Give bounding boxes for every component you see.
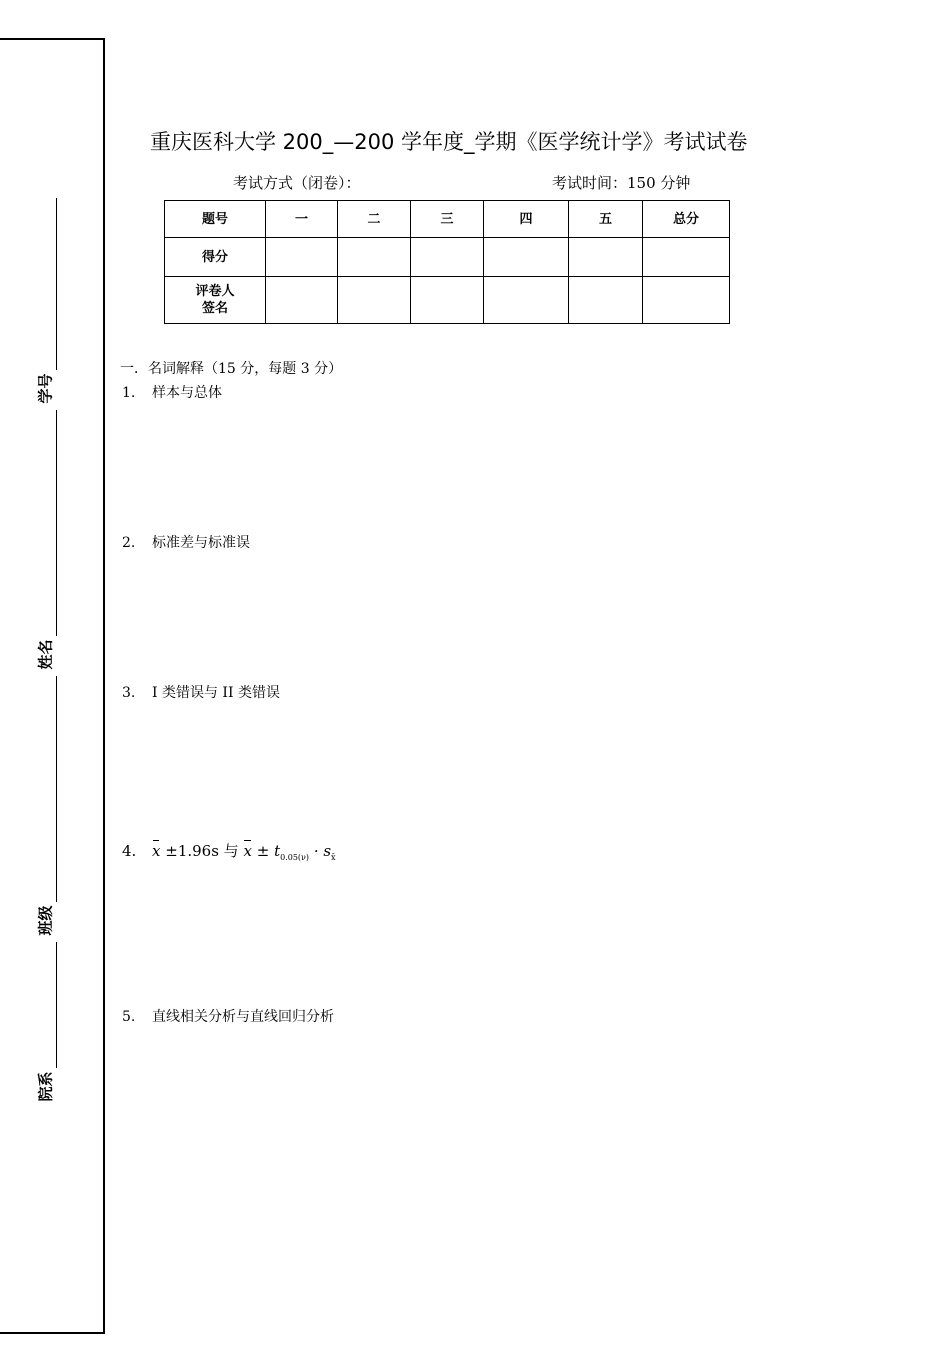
score-cell[interactable] — [484, 238, 569, 277]
question-number: 5. — [122, 1009, 136, 1025]
department-label: 院系 — [36, 1071, 55, 1102]
col-part-1: 一 — [266, 201, 338, 238]
binding-margin — [0, 38, 105, 1334]
signature-row — [165, 277, 730, 324]
question-number: 1. — [122, 385, 136, 401]
signature-row-label — [165, 277, 266, 324]
question-1 — [122, 382, 222, 402]
t-subscript: 0.05(ν) — [280, 853, 310, 862]
signature-cell[interactable] — [569, 277, 643, 324]
col-part-5: 五 — [569, 201, 643, 238]
department-line — [56, 942, 57, 1068]
s-symbol: · s — [313, 842, 332, 860]
col-part-3: 三 — [411, 201, 484, 238]
score-cell[interactable] — [643, 238, 730, 277]
score-cell[interactable] — [266, 238, 338, 277]
score-cell[interactable] — [411, 238, 484, 277]
signature-cell[interactable] — [338, 277, 411, 324]
student-id-label: 学号 — [36, 373, 55, 404]
exam-mode: 考试方式（闭卷）： — [233, 174, 361, 192]
x-bar-symbol: x — [152, 842, 161, 860]
signature-cell[interactable] — [643, 277, 730, 324]
score-table — [164, 200, 730, 324]
question-4 — [122, 840, 336, 862]
col-total: 总分 — [643, 201, 730, 238]
question-number: 2. — [122, 535, 136, 551]
signature-label-line-1: 评卷人 — [195, 284, 235, 299]
question-text: 样本与总体 — [152, 385, 222, 401]
student-id-line — [56, 198, 57, 370]
question-text: 直线相关分析与直线回归分析 — [152, 1009, 334, 1025]
signature-label-line-2: 签名 — [201, 301, 228, 316]
class-label: 班级 — [36, 905, 55, 936]
t-symbol: t — [274, 842, 281, 860]
class-line — [56, 676, 57, 902]
signature-cell[interactable] — [266, 277, 338, 324]
question-text: 标准差与标准误 — [152, 535, 250, 551]
name-label: 姓名 — [36, 639, 55, 670]
score-row — [165, 238, 730, 277]
name-line — [56, 410, 57, 636]
col-part-2: 二 — [338, 201, 411, 238]
question-text: I 类错误与 II 类错误 — [152, 685, 280, 701]
score-cell[interactable] — [338, 238, 411, 277]
signature-cell[interactable] — [411, 277, 484, 324]
s-subscript: x̄ — [331, 853, 336, 862]
section-heading: 一．名词解释（15 分，每题 3 分） — [120, 361, 343, 377]
x-bar-symbol: x — [243, 842, 252, 860]
formula-part: ±1.96s 与 — [165, 842, 239, 860]
plus-minus-symbol: ± — [256, 842, 270, 860]
question-2 — [122, 532, 250, 552]
score-cell[interactable] — [569, 238, 643, 277]
signature-cell[interactable] — [484, 277, 569, 324]
col-question-number: 题号 — [165, 201, 266, 238]
score-table-header-row — [165, 201, 730, 238]
question-formula — [152, 842, 336, 860]
score-row-label: 得分 — [165, 238, 266, 277]
question-number: 3. — [122, 685, 136, 701]
exam-title: 重庆医科大学 200_—200 学年度_学期《医学统计学》考试试卷 — [150, 130, 748, 154]
exam-time: 考试时间：150 分钟 — [552, 174, 691, 192]
question-3 — [122, 682, 280, 702]
col-part-4: 四 — [484, 201, 569, 238]
question-number: 4. — [122, 842, 137, 860]
question-5 — [122, 1006, 334, 1026]
